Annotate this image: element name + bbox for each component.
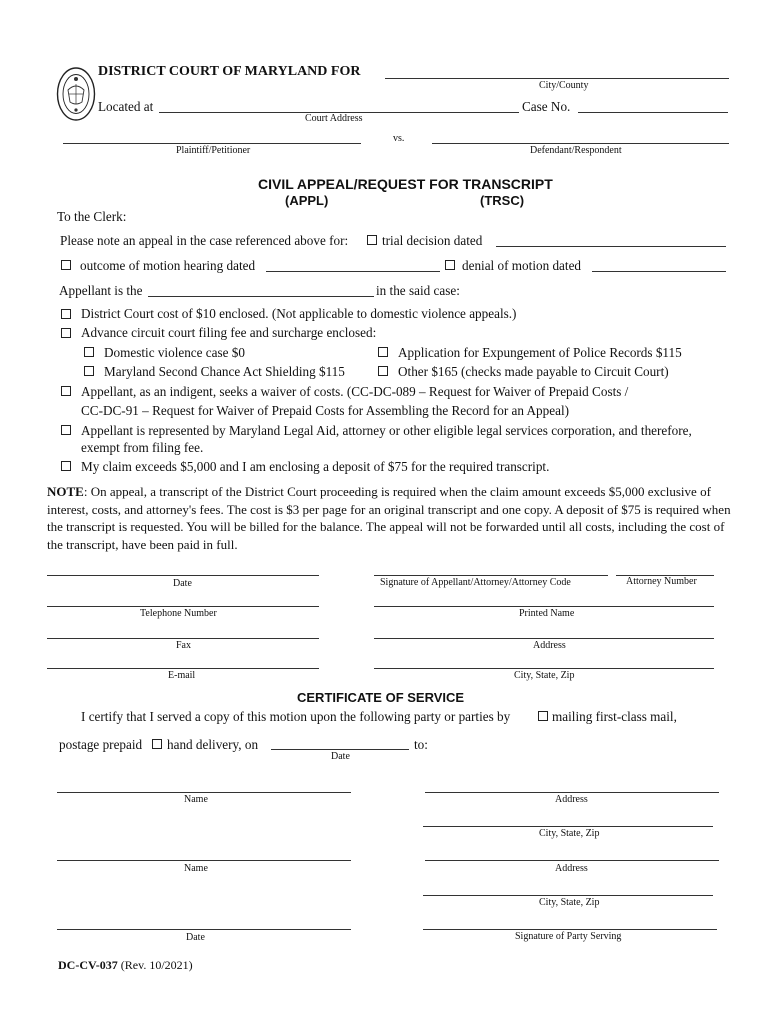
address1-label: Address	[555, 794, 588, 805]
other-fee-label: Other $165 (checks made payable to Circuit Court)	[398, 364, 669, 379]
advance-fee-label: Advance circuit court filing fee and surcharge enclosed:	[81, 325, 377, 340]
legal-aid-label-line1: Appellant is represented by Maryland Legal Aid, attorney or other eligible legal services corporation, and therefore,	[81, 423, 692, 438]
signature-label: Signature of Appellant/Attorney/Attorney Code	[380, 577, 571, 588]
date2-line[interactable]	[57, 929, 351, 930]
trsc-code: (TRSC)	[480, 193, 525, 208]
denial-motion-date-line[interactable]	[592, 271, 726, 272]
plaintiff-label: Plaintiff/Petitioner	[176, 145, 251, 156]
legal-aid-label-line2: exempt from filing fee.	[81, 440, 204, 455]
email-label: E-mail	[168, 670, 196, 681]
email-line[interactable]	[47, 668, 319, 669]
outcome-motion-checkbox[interactable]	[61, 260, 71, 270]
md-second-chance-label: Maryland Second Chance Act Shielding $115	[104, 364, 345, 379]
mailing-label: mailing first-class mail,	[552, 709, 677, 724]
csz2-label: City, State, Zip	[539, 897, 600, 908]
name2-label: Name	[184, 863, 208, 874]
district-cost-checkbox[interactable]	[61, 309, 71, 319]
indigent-checkbox[interactable]	[61, 386, 71, 396]
fax-line[interactable]	[47, 638, 319, 639]
appellant-is-label: Appellant is the	[59, 283, 143, 298]
domestic-violence-label: Domestic violence case $0	[104, 345, 245, 360]
outcome-motion-label: outcome of motion hearing dated	[80, 258, 256, 273]
outcome-motion-date-line[interactable]	[266, 271, 440, 272]
plaintiff-line[interactable]	[63, 143, 361, 144]
attorney-number-label: Attorney Number	[626, 576, 697, 587]
name2-line[interactable]	[57, 860, 351, 861]
city-state-zip-line[interactable]	[374, 668, 714, 669]
expungement-checkbox[interactable]	[378, 347, 388, 357]
address1-line[interactable]	[425, 792, 719, 793]
trial-decision-checkbox[interactable]	[367, 235, 377, 245]
postage-label: postage prepaid	[59, 737, 143, 752]
city-county-label: City/County	[539, 80, 589, 91]
name1-label: Name	[184, 794, 208, 805]
court-address-label: Court Address	[305, 113, 363, 124]
to-clerk: To the Clerk:	[57, 209, 127, 224]
signature-party-line[interactable]	[423, 929, 717, 930]
defendant-line[interactable]	[432, 143, 729, 144]
address-line[interactable]	[374, 638, 714, 639]
telephone-line[interactable]	[47, 606, 319, 607]
form-revision: (Rev. 10/2021)	[120, 958, 193, 972]
indigent-label-line1: Appellant, as an indigent, seeks a waiver of costs. (CC-DC-089 – Request for Waiver of Prepaid Costs /	[81, 384, 629, 399]
indigent-label-line2: CC-DC-91 – Request for Waiver of Prepaid Costs for Assembling the Record for an Appeal)	[81, 403, 570, 418]
csz1-line[interactable]	[423, 826, 713, 827]
date-label: Date	[173, 578, 192, 589]
expungement-label: Application for Expungement of Police Records $115	[398, 345, 682, 360]
hand-delivery-checkbox[interactable]	[152, 739, 162, 749]
date2-label: Date	[186, 932, 205, 943]
city-state-zip-label: City, State, Zip	[514, 670, 575, 681]
appl-code: (APPL)	[285, 193, 329, 208]
printed-name-label: Printed Name	[519, 608, 575, 619]
appellant-role-line[interactable]	[148, 296, 374, 297]
advance-fee-checkbox[interactable]	[61, 328, 71, 338]
court-name: DISTRICT COURT OF MARYLAND FOR	[98, 64, 361, 79]
note-label: NOTE	[47, 484, 84, 499]
domestic-violence-checkbox[interactable]	[84, 347, 94, 357]
defendant-label: Defendant/Respondent	[530, 145, 622, 156]
to-label: to:	[414, 737, 428, 752]
form-code-footer	[58, 958, 193, 973]
note-paragraph	[47, 483, 737, 553]
court-seal-icon	[56, 66, 96, 122]
appeal-prefix: Please note an appeal in the case referenced above for:	[60, 233, 349, 248]
claim-deposit-checkbox[interactable]	[61, 461, 71, 471]
in-said-case-label: in the said case:	[376, 283, 460, 298]
other-fee-checkbox[interactable]	[378, 366, 388, 376]
fax-label: Fax	[176, 640, 191, 651]
address2-line[interactable]	[425, 860, 719, 861]
csz1-label: City, State, Zip	[539, 828, 600, 839]
printed-name-line[interactable]	[374, 606, 714, 607]
form-title: CIVIL APPEAL/REQUEST FOR TRANSCRIPT	[258, 176, 553, 192]
signature-party-label: Signature of Party Serving	[515, 931, 622, 942]
service-date-label: Date	[331, 751, 350, 762]
date-line[interactable]	[47, 575, 319, 576]
trial-decision-date-line[interactable]	[496, 246, 726, 247]
csz2-line[interactable]	[423, 895, 713, 896]
signature-line[interactable]	[374, 575, 608, 576]
certificate-title: CERTIFICATE OF SERVICE	[297, 690, 465, 705]
district-cost-label: District Court cost of $10 enclosed. (Not applicable to domestic violence appeals.)	[81, 306, 517, 321]
city-county-line[interactable]	[385, 78, 729, 79]
form-code: DC-CV-037	[58, 958, 118, 972]
telephone-label: Telephone Number	[140, 608, 217, 619]
located-at-label: Located at	[98, 99, 154, 114]
legal-aid-checkbox[interactable]	[61, 425, 71, 435]
certificate-line1: I certify that I served a copy of this motion upon the following party or parties by	[81, 709, 511, 724]
case-no-label: Case No.	[522, 99, 571, 114]
service-date-line[interactable]	[271, 749, 409, 750]
denial-motion-label: denial of motion dated	[462, 258, 582, 273]
address2-label: Address	[555, 863, 588, 874]
denial-motion-checkbox[interactable]	[445, 260, 455, 270]
note-text: : On appeal, a transcript of the District Court proceeding is required when the claim amount exceeds $5,000 exclusive of interest, costs, and attorney's fees. The cost is $3 per page for an original transcript and one copy. A deposit of $75 is required when the transcript is requested. You will be billed for the balance. The appeal will not be forwarded until all costs, including the cost of the transcript, have been paid in full.	[47, 484, 731, 552]
md-second-chance-checkbox[interactable]	[84, 366, 94, 376]
vs-label: vs.	[393, 133, 405, 144]
name1-line[interactable]	[57, 792, 351, 793]
mailing-checkbox[interactable]	[538, 711, 548, 721]
hand-delivery-label: hand delivery, on	[167, 737, 259, 752]
case-no-line[interactable]	[578, 112, 728, 113]
trial-decision-label: trial decision dated	[382, 233, 483, 248]
claim-deposit-label: My claim exceeds $5,000 and I am enclosing a deposit of $75 for the required transcript.	[81, 459, 550, 474]
address-label: Address	[533, 640, 566, 651]
